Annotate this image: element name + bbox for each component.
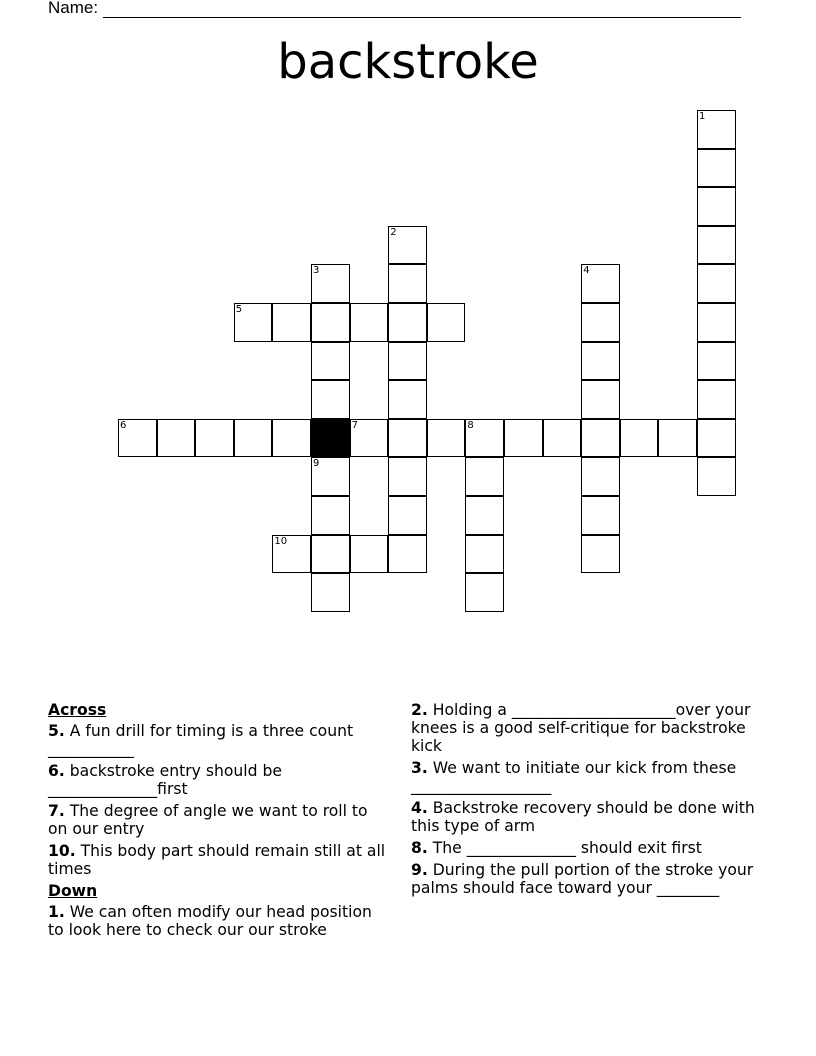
clue-number: 4. — [411, 799, 428, 817]
across-clue — [48, 802, 388, 838]
clue-text: Holding a _____________________over your knees is a good self-critique for backstroke kick — [411, 701, 756, 755]
down-clue — [48, 903, 388, 939]
down-clue — [411, 759, 756, 795]
grid-cell[interactable] — [388, 342, 427, 381]
grid-cell[interactable] — [388, 303, 427, 342]
grid-cell[interactable] — [311, 573, 350, 612]
grid-cell[interactable] — [388, 419, 427, 458]
grid-cell[interactable] — [272, 419, 311, 458]
grid-cell[interactable] — [620, 419, 659, 458]
clue-number: 10. — [48, 842, 76, 860]
grid-cell[interactable] — [581, 303, 620, 342]
across-heading: Across — [48, 701, 107, 719]
grid-cell[interactable] — [697, 303, 736, 342]
clue-number: 8. — [411, 839, 428, 857]
grid-cell[interactable] — [465, 419, 504, 458]
grid-cell[interactable] — [465, 535, 504, 574]
grid-cell[interactable] — [272, 303, 311, 342]
cell-number: 3 — [313, 265, 320, 277]
down-clue — [411, 839, 756, 857]
cell-number: 9 — [313, 458, 320, 470]
grid-cell[interactable] — [388, 264, 427, 303]
cell-number: 2 — [390, 226, 397, 238]
grid-cell[interactable] — [350, 535, 389, 574]
cell-number: 6 — [120, 419, 127, 431]
grid-cell[interactable] — [581, 496, 620, 535]
grid-cell[interactable] — [697, 342, 736, 381]
down-clue — [411, 701, 756, 755]
grid-cell[interactable] — [581, 380, 620, 419]
clues-right-column — [411, 701, 760, 901]
clue-number: 2. — [411, 701, 428, 719]
grid-cell[interactable] — [311, 457, 350, 496]
grid-cell[interactable] — [311, 264, 350, 303]
clue-number: 3. — [411, 759, 428, 777]
clue-text: During the pull portion of the stroke your palms should face toward your ________ — [411, 861, 759, 897]
clue-number: 5. — [48, 722, 65, 740]
clue-number: 7. — [48, 802, 65, 820]
cell-number: 1 — [699, 111, 706, 122]
grid-cell[interactable] — [388, 535, 427, 574]
cell-number: 10 — [274, 535, 288, 547]
grid-cell[interactable] — [697, 457, 736, 496]
grid-cell[interactable] — [581, 264, 620, 303]
grid-cell[interactable] — [465, 457, 504, 496]
grid-cell[interactable] — [234, 419, 273, 458]
cell-number: 4 — [583, 265, 590, 277]
grid-cell[interactable] — [350, 419, 389, 458]
grid-cell[interactable] — [581, 419, 620, 458]
grid-cell[interactable] — [427, 303, 466, 342]
grid-cell[interactable] — [581, 457, 620, 496]
grid-cell[interactable] — [118, 419, 157, 458]
grid-cell[interactable] — [311, 303, 350, 342]
across-clue — [48, 842, 391, 878]
puzzle-title: backstroke — [277, 34, 539, 90]
cell-number: 7 — [351, 419, 358, 431]
clue-text: A fun drill for timing is a three count ___________ — [48, 722, 359, 758]
down-heading: Down — [48, 882, 98, 900]
grid-cell[interactable] — [388, 496, 427, 535]
down-clue — [411, 799, 760, 835]
name-label: Name: — [48, 0, 99, 17]
grid-cell[interactable] — [311, 535, 350, 574]
clue-text: We want to initiate our kick from these __________________ — [411, 759, 742, 795]
clue-text: The degree of angle we want to roll to on our entry — [48, 802, 373, 838]
grid-cell[interactable] — [272, 535, 311, 574]
grid-cell[interactable] — [581, 535, 620, 574]
clue-number: 1. — [48, 903, 65, 921]
clue-text: The ______________ should exit first — [432, 839, 702, 857]
grid-cell[interactable] — [697, 149, 736, 188]
grid-cell[interactable] — [581, 342, 620, 381]
grid-cell[interactable] — [311, 342, 350, 381]
black-cell — [311, 419, 350, 458]
grid-cell[interactable] — [157, 419, 196, 458]
grid-cell[interactable] — [543, 419, 582, 458]
cell-number: 8 — [467, 419, 474, 431]
clue-text: Backstroke recovery should be done with this type of arm — [411, 799, 760, 835]
grid-cell[interactable] — [311, 496, 350, 535]
across-clue — [48, 762, 388, 798]
clue-number: 6. — [48, 762, 65, 780]
grid-cell[interactable] — [388, 226, 427, 265]
clue-text: backstroke entry should be ______________first — [48, 762, 287, 798]
grid-cell[interactable] — [504, 419, 543, 458]
grid-cell[interactable] — [465, 573, 504, 612]
across-clue-list — [48, 722, 391, 878]
grid-cell[interactable] — [697, 187, 736, 226]
grid-cell[interactable] — [234, 303, 273, 342]
grid-cell[interactable] — [388, 380, 427, 419]
grid-cell[interactable] — [697, 226, 736, 265]
down-clue — [411, 861, 759, 897]
grid-cell[interactable] — [465, 496, 504, 535]
across-clue — [48, 722, 388, 758]
grid-cell[interactable] — [427, 419, 466, 458]
grid-cell[interactable] — [697, 380, 736, 419]
grid-cell[interactable] — [697, 264, 736, 303]
grid-cell[interactable] — [658, 419, 697, 458]
grid-cell[interactable] — [697, 110, 736, 149]
grid-cell[interactable] — [350, 303, 389, 342]
cell-number: 5 — [235, 304, 243, 315]
grid-cell[interactable] — [195, 419, 234, 458]
clue-text: This body part should remain still at all times — [48, 842, 391, 878]
grid-cell[interactable] — [311, 380, 350, 419]
grid-cell[interactable] — [388, 457, 427, 496]
clue-text: We can often modify our head position to look here to check our our stroke — [48, 903, 377, 939]
grid-cell[interactable] — [697, 419, 736, 458]
clues-left-column — [48, 701, 391, 943]
clue-number: 9. — [411, 861, 428, 879]
